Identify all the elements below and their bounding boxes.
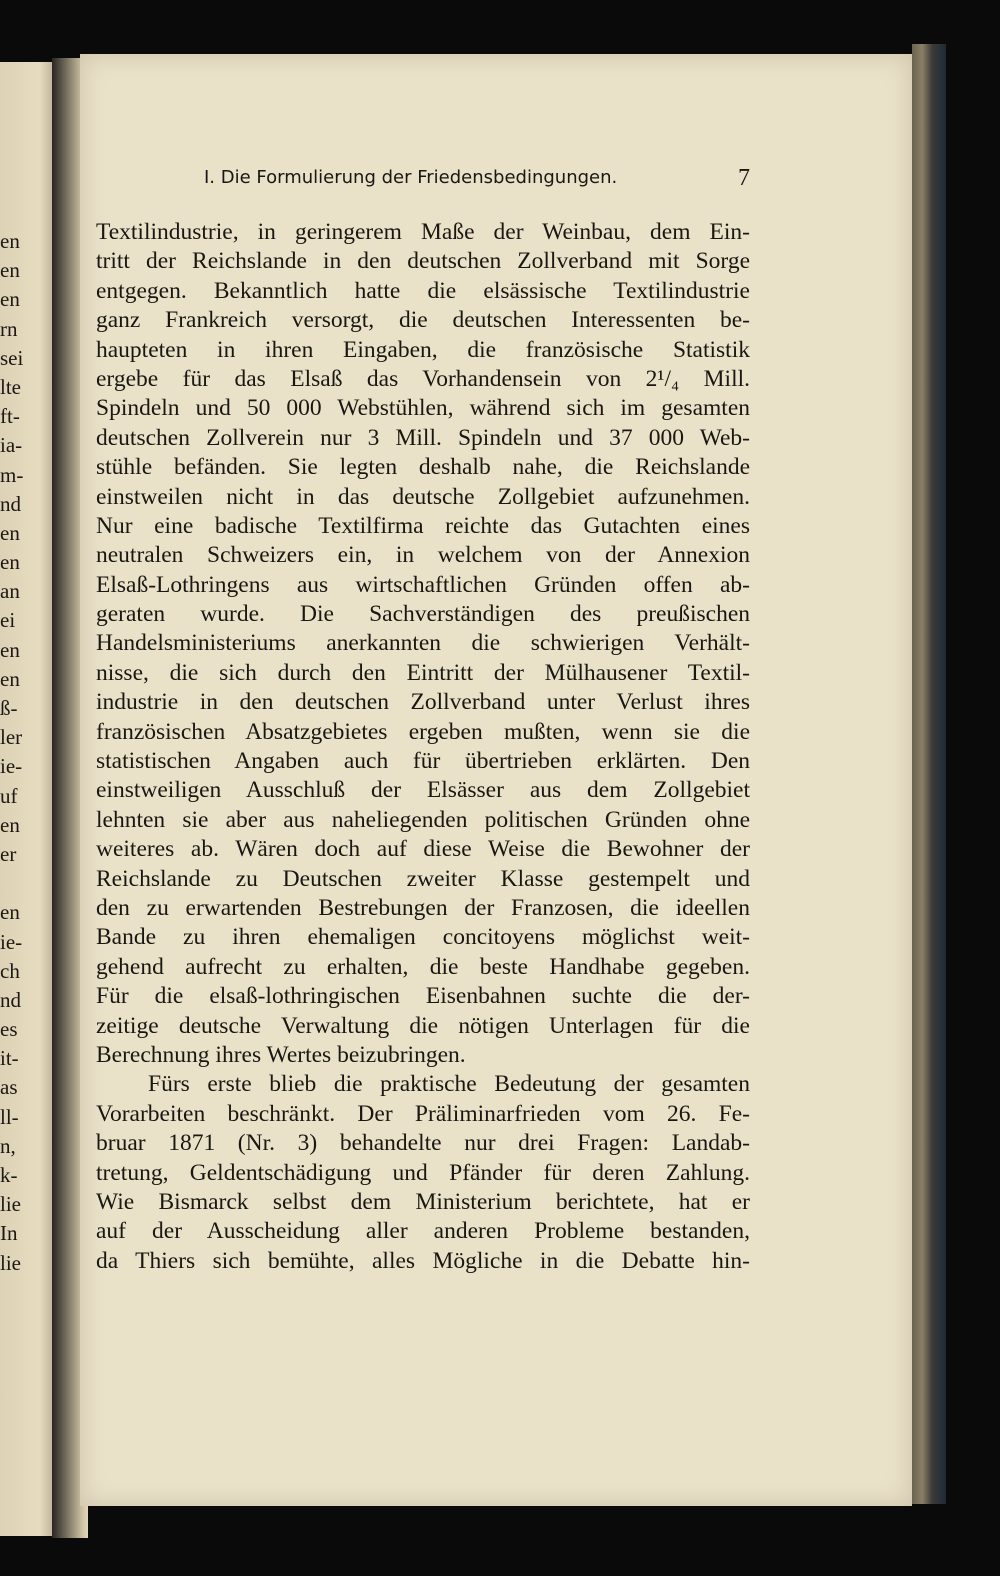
text-line: einstweilen nicht in das deutsche Zollgebiet aufzunehmen. bbox=[96, 483, 750, 510]
text-line: tretung, Geldentschädigung und Pfänder für deren Zahlung. bbox=[96, 1159, 750, 1186]
previous-page-fragment: ll- bbox=[0, 1104, 19, 1129]
previous-page-fragment: ft- bbox=[0, 404, 20, 429]
previous-page-fragment: nd bbox=[0, 987, 21, 1012]
text-line: Bande zu ihren ehemaligen concitoyens möglichst weit- bbox=[96, 924, 750, 951]
text-line: weiteres ab. Wären doch auf diese Weise die Bewohner der bbox=[96, 836, 750, 863]
previous-page-fragment: as bbox=[0, 1075, 18, 1100]
text-line: Fürs erste blieb die praktische Bedeutung der gesamten bbox=[148, 1071, 750, 1098]
page-number: 7 bbox=[738, 165, 750, 191]
previous-page-fragment: an bbox=[0, 579, 20, 604]
previous-page-fragment: uf bbox=[0, 783, 18, 808]
text-line: zeitige deutsche Verwaltung die nötigen Unterlagen für die bbox=[96, 1012, 750, 1039]
previous-page-fragment bbox=[0, 869, 52, 898]
text-line: französischen Absatzgebietes ergeben mußten, wenn sie die bbox=[96, 718, 750, 745]
previous-page-fragment: ch bbox=[0, 958, 20, 983]
previous-page-fragment: es bbox=[0, 1017, 18, 1042]
previous-page-fragment: sei bbox=[0, 345, 24, 370]
text-line: Berechnung ihres Wertes beizubringen. bbox=[96, 1041, 466, 1068]
previous-page-fragment: en bbox=[0, 637, 20, 662]
paragraph bbox=[96, 218, 750, 1070]
body-text bbox=[96, 218, 750, 1276]
text-line: ergebe für das Elsaß das Vorhandensein von 2¹/₄ Mill. bbox=[96, 365, 750, 392]
previous-page-fragment: ß- bbox=[0, 696, 18, 720]
text-line: stühle befänden. Sie legten deshalb nahe, die Reichslande bbox=[96, 454, 750, 481]
previous-page-fragment: en bbox=[0, 550, 20, 575]
text-line: tritt der Reichslande in den deutschen Zollverband mit Sorge bbox=[96, 248, 750, 275]
previous-page-fragment: en bbox=[0, 900, 20, 925]
previous-page-fragment: lie bbox=[0, 1250, 21, 1275]
previous-page-fragment: ia- bbox=[0, 433, 23, 458]
text-line: Handelsministeriums anerkannten die schwierigen Verhält- bbox=[96, 630, 750, 657]
text-line: lehnten sie aber aus naheliegenden politischen Gründen ohne bbox=[96, 806, 750, 833]
previous-page-fragment: en bbox=[0, 287, 20, 312]
text-line: statistischen Angaben auch für übertrieben erklärten. Den bbox=[96, 748, 750, 775]
previous-page-fragment: en bbox=[0, 812, 20, 837]
previous-page-fragment: lie bbox=[0, 1192, 21, 1217]
text-line: deutschen Zollverein nur 3 Mill. Spindeln und 37 000 Web- bbox=[96, 424, 750, 451]
previous-page-fragment: ei bbox=[0, 608, 16, 633]
previous-page-text bbox=[0, 227, 52, 1278]
text-line: da Thiers sich bemühte, alles Mögliche in die Debatte hin- bbox=[96, 1247, 750, 1274]
previous-page-fragment: er bbox=[0, 841, 17, 866]
text-line: einstweiligen Ausschluß der Elsässer aus dem Zollgebiet bbox=[96, 777, 750, 804]
text-line: Wie Bismarck selbst dem Ministerium berichtete, hat er bbox=[96, 1188, 750, 1215]
previous-page-fragment: ie- bbox=[0, 754, 23, 779]
text-line: Vorarbeiten beschränkt. Der Präliminarfrieden vom 26. Fe- bbox=[96, 1100, 750, 1127]
book-spine-edge bbox=[912, 44, 946, 1504]
text-line: Elsaß-Lothringens aus wirtschaftlichen Gründen offen ab- bbox=[96, 571, 750, 598]
previous-page-fragment: en bbox=[0, 258, 20, 283]
text-line: Nur eine badische Textilfirma reichte das Gutachten eines bbox=[96, 512, 750, 539]
previous-page-fragment: ler bbox=[0, 725, 23, 750]
text-line: Für die elsaß-lothringischen Eisenbahnen suchte die der- bbox=[96, 983, 750, 1010]
text-line: entgegen. Bekanntlich hatte die elsässische Textilindustrie bbox=[96, 277, 750, 304]
previous-page-fragment: en bbox=[0, 666, 20, 691]
text-line: nisse, die sich durch den Eintritt der Mülhausener Textil- bbox=[96, 659, 750, 686]
text-line: geraten wurde. Die Sachverständigen des preußischen bbox=[96, 601, 750, 628]
previous-page-fragment: In bbox=[0, 1221, 18, 1246]
text-line: ganz Frankreich versorgt, die deutschen Interessenten be- bbox=[96, 307, 750, 334]
previous-page-fragment: ie- bbox=[0, 929, 23, 954]
previous-page-fragment: en bbox=[0, 229, 20, 253]
text-line: industrie in den deutschen Zollverband unter Verlust ihres bbox=[96, 689, 750, 716]
text-line: Reichslande zu Deutschen zweiter Klasse gestempelt und bbox=[96, 865, 750, 892]
text-line: den zu erwartenden Bestrebungen der Franzosen, die ideellen bbox=[96, 894, 750, 921]
paragraph bbox=[96, 1070, 750, 1276]
text-line: neutralen Schweizers ein, in welchem von der Annexion bbox=[96, 542, 750, 569]
text-line: gehend aufrecht zu erhalten, die beste Handhabe gegeben. bbox=[96, 953, 750, 980]
previous-page-fragment: n, bbox=[0, 1133, 16, 1158]
text-line: bruar 1871 (Nr. 3) behandelte nur drei Fragen: Landab- bbox=[96, 1130, 750, 1157]
previous-page-fragment: m- bbox=[0, 462, 24, 487]
previous-page-fragment: en bbox=[0, 520, 20, 545]
previous-page-fragment: it- bbox=[0, 1046, 19, 1071]
previous-page-fragment: k- bbox=[0, 1163, 18, 1187]
previous-page-fragment: lte bbox=[0, 374, 21, 399]
text-line: Textilindustrie, in geringerem Maße der Weinbau, dem Ein- bbox=[96, 219, 750, 245]
previous-page-fragment: nd bbox=[0, 491, 21, 516]
previous-page-fragment: rn bbox=[0, 316, 18, 341]
running-header bbox=[204, 167, 750, 197]
text-line: Spindeln und 50 000 Webstühlen, während sich im gesamten bbox=[96, 395, 750, 422]
text-line: haupteten in ihren Eingaben, die französische Statistik bbox=[96, 336, 750, 363]
running-title: I. Die Formulierung der Friedensbedingungen. bbox=[204, 167, 618, 188]
text-line: auf der Ausscheidung aller anderen Probleme bestanden, bbox=[96, 1218, 750, 1245]
